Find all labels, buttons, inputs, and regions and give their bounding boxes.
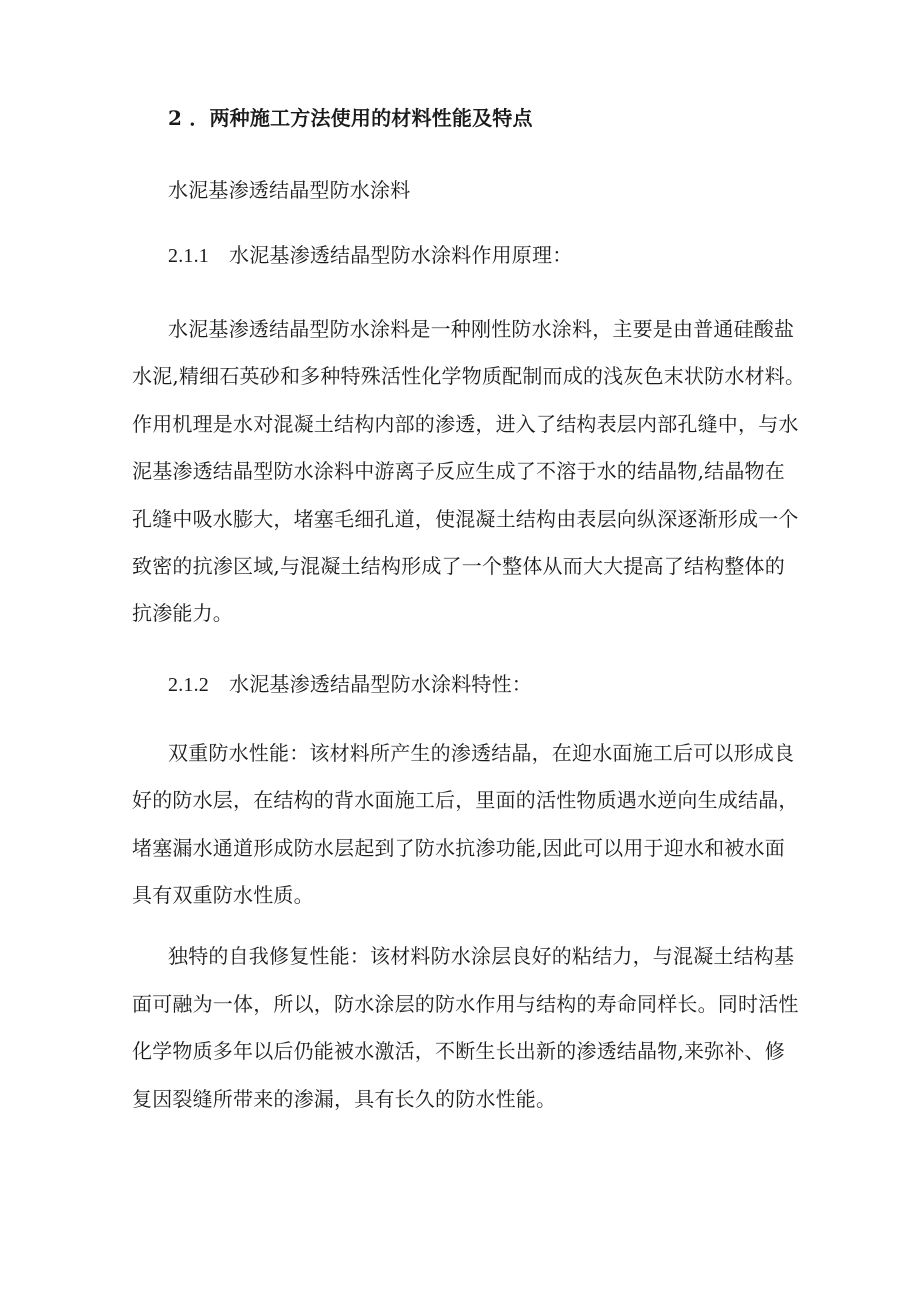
paragraph-line: 水泥,精细石英砂和多种特殊活性化学物质配制而成的浅灰色末状防水材料。	[132, 364, 806, 388]
paragraph-line: 面可融为一体，所以，防水涂层的防水作用与结构的寿命同样长。同时活性	[132, 992, 799, 1016]
subsection-number: 2.1.1	[168, 245, 209, 267]
paragraph-line: 化学物质多年以后仍能被水激活，不断生长出新的渗透结晶物,来弥补、修	[132, 1039, 785, 1063]
paragraph-line: 复因裂缝所带来的渗漏，具有长久的防水性能。	[132, 1087, 557, 1111]
paragraph-line: 泥基渗透结晶型防水涂料中游离子反应生成了不溶于水的结晶物,结晶物在	[132, 459, 785, 483]
section-heading: 2 ．两种施工方法使用的材料性能及特点	[168, 106, 533, 130]
material-title: 水泥基渗透结晶型防水涂料	[168, 178, 411, 202]
paragraph-line: 堵塞漏水通道形成防水层起到了防水抗渗功能,因此可以用于迎水和被水面	[132, 836, 785, 860]
paragraph-line: 抗渗能力。	[132, 601, 233, 625]
paragraph-line: 好的防水层，在结构的背水面施工后，里面的活性物质遇水逆向生成结晶，	[132, 788, 799, 812]
subsection-2-1-1	[168, 241, 572, 270]
paragraph-line: 双重防水性能：该材料所产生的渗透结晶，在迎水面施工后可以形成良	[168, 741, 795, 765]
paragraph-line: 孔缝中吸水膨大，堵塞毛细孔道，使混凝土结构由表层向纵深逐渐形成一个	[132, 507, 799, 531]
subsection-title: 水泥基渗透结晶型防水涂料作用原理：	[229, 243, 573, 267]
paragraph-line: 作用机理是水对混凝土结构内部的渗透，进入了结构表层内部孔缝中，与水	[132, 412, 799, 436]
paragraph-line: 具有双重防水性质。	[132, 883, 314, 907]
paragraph-line: 致密的抗渗区域,与混凝土结构形成了一个整体从而大大提高了结构整体的	[132, 554, 785, 578]
subsection-title: 水泥基渗透结晶型防水涂料特性：	[229, 672, 532, 696]
paragraph-line: 水泥基渗透结晶型防水涂料是一种刚性防水涂料，主要是由普通硅酸盐	[168, 317, 795, 341]
subsection-2-1-2	[168, 670, 532, 699]
paragraph-line: 独特的自我修复性能：该材料防水涂层良好的粘结力，与混凝土结构基	[168, 944, 795, 968]
subsection-number: 2.1.2	[168, 674, 209, 696]
